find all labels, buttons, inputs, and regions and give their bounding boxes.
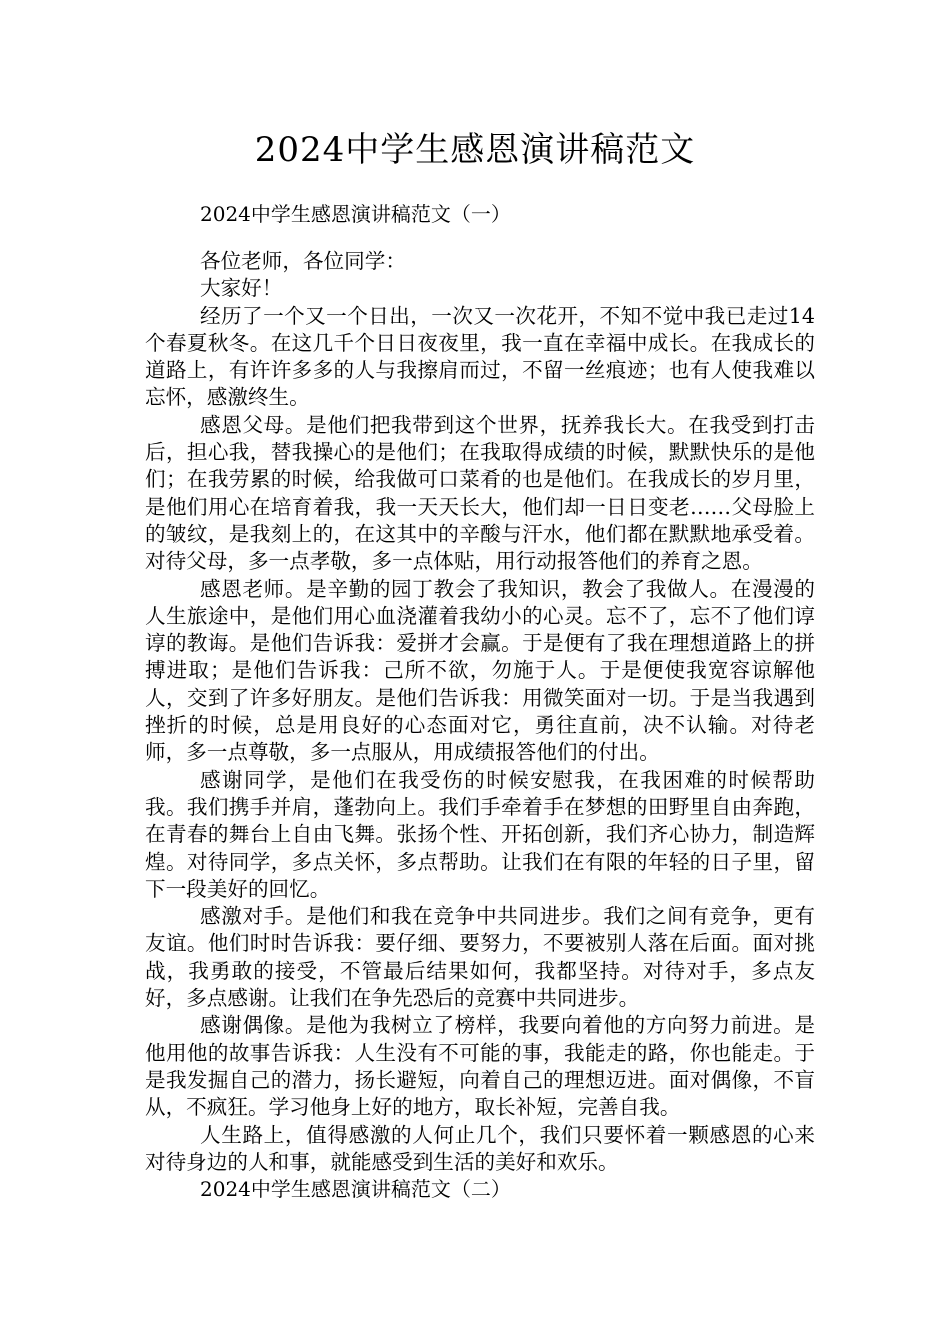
greeting: 大家好！	[200, 276, 283, 301]
paragraph-idol: 感谢偶像。是他为我树立了榜样，我要向着他的方向努力前进。是他用他的故事告诉我：人生没有不可能的事，我能走的路，你也能走。于是我发掘自己的潜力，扬长避短，向着自己的理想迈进。面对偶像，不盲从，不疯狂。学习他身上好的地方，取长补短，完善自我。	[145, 1013, 815, 1120]
section-one-heading: 2024中学生感恩演讲稿范文（一）	[200, 202, 511, 226]
document-body	[145, 248, 815, 1203]
section-two-heading: 2024中学生感恩演讲稿范文（二）	[200, 1177, 511, 1202]
paragraph-classmates: 感谢同学，是他们在我受伤的时候安慰我，在我困难的时候帮助我。我们携手并肩，蓬勃向上。我们手牵着手在梦想的田野里自由奔跑，在青春的舞台上自由飞舞。张扬个性、开拓创新，我们齐心协力，制造辉煌。对待同学，多点关怀，多点帮助。让我们在有限的年轻的日子里，留下一段美好的回忆。	[145, 767, 815, 901]
paragraph-parents: 感恩父母。是他们把我带到这个世界，抚养我长大。在我受到打击后，担心我，替我操心的是他们；在我取得成绩的时候，默默快乐的是他们；在我劳累的时候，给我做可口菜肴的也是他们。在我成长的岁月里，是他们用心在培育着我，我一天天长大，他们却一日日变老……父母脸上的皱纹，是我刻上的，在这其中的辛酸与汗水，他们都在默默地承受着。对待父母，多一点孝敬，多一点体贴，用行动报答他们的养育之恩。	[145, 412, 815, 574]
paragraph-intro: 经历了一个又一个日出，一次又一次花开，不知不觉中我已走过14个春夏秋冬。在这几千个日日夜夜里，我一直在幸福中成长。在我成长的道路上，有许许多多的人与我擦肩而过，不留一丝痕迹；也有人使我难以忘怀，感激终生。	[145, 303, 815, 410]
salutation: 各位老师，各位同学：	[200, 249, 406, 273]
paragraph-rivals: 感激对手。是他们和我在竞争中共同进步。我们之间有竞争，更有友谊。他们时时告诉我：要仔细、要努力，不要被别人落在后面。面对挑战，我勇敢的接受，不管最后结果如何，我都坚持。对待对手，多点友好，多点感谢。让我们在争先恐后的竞赛中共同进步。	[145, 904, 815, 1011]
paragraph-conclusion: 人生路上，值得感激的人何止几个，我们只要怀着一颗感恩的心来对待身边的人和事，就能感受到生活的美好和欢乐。	[145, 1122, 815, 1174]
document-title: 2024中学生感恩演讲稿范文	[254, 130, 696, 170]
paragraph-teachers: 感恩老师。是辛勤的园丁教会了我知识，教会了我做人。在漫漫的人生旅途中，是他们用心血浇灌着我幼小的心灵。忘不了，忘不了他们谆谆的教诲。是他们告诉我：爱拼才会赢。于是便有了我在理想道路上的拼搏进取；是他们告诉我：己所不欲，勿施于人。于是便使我宽容谅解他人，交到了许多好朋友。是他们告诉我：用微笑面对一切。于是当我遇到挫折的时候，总是用良好的心态面对它，勇往直前，决不认输。对待老师，多一点尊敬，多一点服从，用成绩报答他们的付出。	[145, 576, 815, 765]
